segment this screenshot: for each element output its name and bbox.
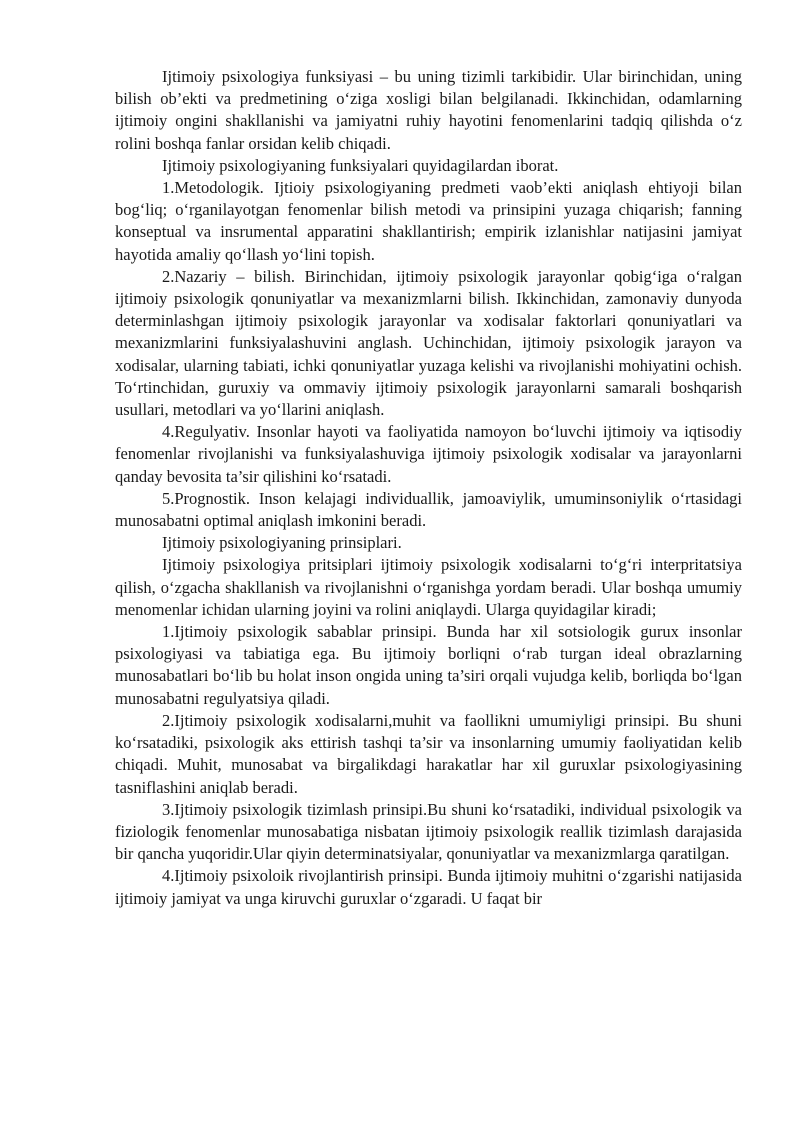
paragraph-principle-1: 1.Ijtimoiy psixologik sabablar prinsipi. Bunda har xil sotsiologik gurux insonlar psixologiyasi va tabiatiga ega. Bu ijtimoiy borliqni o‘rab turgan ideal obrazlarning munosabatlari bo‘lib bu holat inson ongida uning ta’siri orqali vujudga kelib, borliqda bo‘lgan munosabatni regulyatsiya qiladi. [115, 622, 742, 708]
paragraph-principle-2: 2.Ijtimoiy psixologik xodisalarni,muhit va faollikni umumiyligi prinsipi. Bu shuni ko‘rsatadiki, psixologik aks ettirish tashqi ta’sir va insonlarning umumiy faoliyatidan kelib chiqadi. Muhit, munosabat va birgalikdagi harakatlar har xil guruxlar psixologiyasining tasniflashini aniqlab beradi. [115, 710, 742, 797]
paragraph-principle-4: 4.Ijtimoiy psixoloik rivojlantirish prinsipi. Bunda ijtimoiy muhitni o‘zgarishi natijasida ijtimoiy jamiyat va unga kiruvchi guruxlar o‘zgaradi. U faqat bir [115, 866, 742, 908]
document-page [115, 66, 742, 910]
paragraph-prognostic: 5.Prognostik. Inson kelajagi individuallik, jamoaviylik, umuminsoniylik o‘rtasidagi munosabatni optimal aniqlash imkonini beradi. [115, 488, 742, 531]
paragraph-principles-heading: Ijtimoiy psixologiyaning prinsiplari. [162, 533, 402, 553]
paragraph-functions-heading: Ijtimoiy psixologiyaning funksiyalari quyidagilardan iborat. [162, 155, 559, 175]
paragraph-principle-3: 3.Ijtimoiy psixologik tizimlash prinsipi.Bu shuni ko‘rsatadiki, individual psixologik va fiziologik fenomenlar munosabatiga nisbatan ijtimoiy psixologik reallik tizimlash darajasida bir qancha yuqoridir.Ular qiyin determinatsiyalar, qonuniyatlar va mexanizmlarga qaratilgan. [115, 799, 742, 864]
paragraph-methodological: 1.Metodologik. Ijtioiy psixologiyaning predmeti vaob’ekti aniqlash ehtiyoji bilan bog‘liq; o‘rganilayotgan fenomenlar bilish metodi va prinsipini yuzaga chiqarish; fanning konseptual va insrumental apparatini shakllantirish; empirik izlanishlar natijasini jamiyat hayotida amaliy qo‘llash yo‘lini topish. [115, 178, 742, 264]
paragraph-theoretical: 2.Nazariy – bilish. Birinchidan, ijtimoiy psixologik jarayonlar qobig‘iga o‘ralgan ijtimoiy psixologik qonuniyatlar va mexanizmlarni bilish. Ikkinchidan, zamonaviy dunyoda determinlashgan ijtimoiy psixologik jarayonlar va xodisalar faktorlari qonuniyatlari va mexanizmlarini funksiyalashuvini anglash. Uchinchidan, ijtimoiy psixologik jarayon va xodisalar, ularning tabiati, ichki qonuniyatlar yuzaga kelishi va rivojlanishi mohiyatini ochish. To‘rtinchidan, guruxiy va ommaviy ijtimoiy psixologik jarayonlarni samarali boshqarish usullari, metodlari va yo‘llarini aniqlash. [115, 266, 742, 420]
paragraph-regulative: 4.Regulyativ. Insonlar hayoti va faoliyatida namoyon bo‘luvchi ijtimoiy va iqtisodiy fenomenlar rivojlanishi va funksiyalashuviga ijtimoiy psixologik xodisalar va jarayonlarni qanday bevosita ta’sir qilishini ko‘rsatadi. [115, 422, 742, 486]
paragraph-intro: Ijtimoiy psixologiya funksiyasi – bu uning tizimli tarkibidir. Ular birinchidan, uning bilish ob’ekti va predmetining o‘ziga xosligi bilan belgilanadi. Ikkinchidan, odamlarning ijtimoiy ongini shakllanishi va jamiyatni ruhiy hayotini fenomenlarini tadqiq qilishda o‘z rolini boshqa fanlar orsidan kelib chiqadi. [115, 67, 742, 153]
paragraph-principles-intro: Ijtimoiy psixologiya pritsiplari ijtimoiy psixologik xodisalarni to‘g‘ri interpritatsiya qilish, o‘zgacha shakllanish va rivojlanishni o‘rganishga yordam beradi. Ular boshqa umumiy menomenlar ichidan ularning joyini va rolini aniqlaydi. Ularga quyidagilar kiradi; [115, 555, 742, 619]
